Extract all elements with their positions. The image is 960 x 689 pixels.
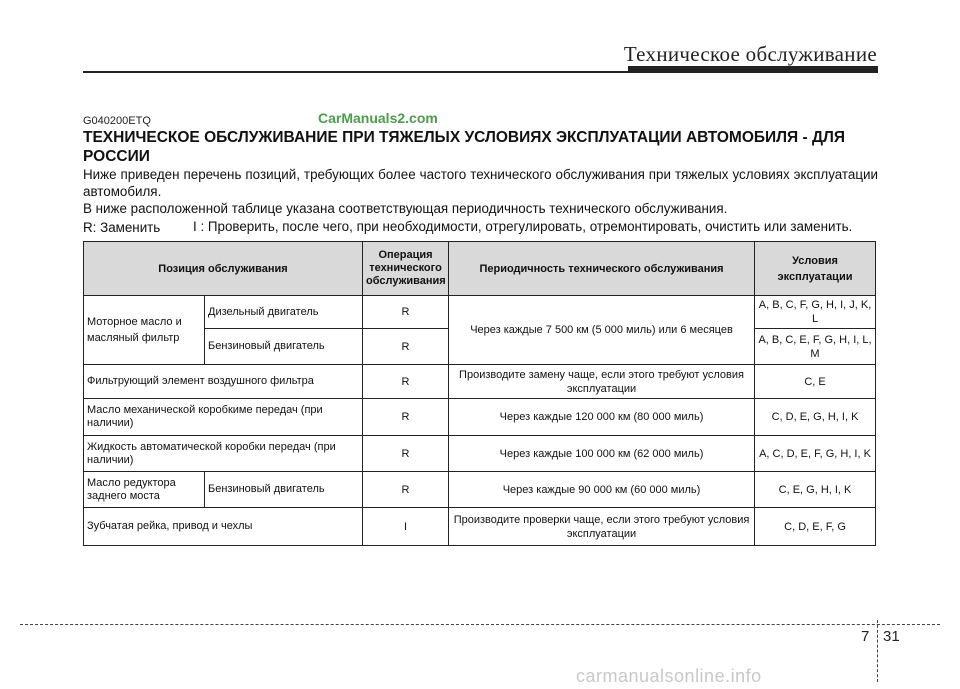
page-heading: ТЕХНИЧЕСКОЕ ОБСЛУЖИВАНИЕ ПРИ ТЯЖЕЛЫХ УСЛОВИЯХ ЭКСПЛУАТАЦИИ АВТОМОБИЛЯ - ДЛЯ РОССИИ <box>83 129 846 165</box>
table-row <box>84 436 876 472</box>
table-row <box>84 399 876 436</box>
operation-code: R <box>363 365 449 399</box>
table-row <box>84 296 876 329</box>
intro-paragraph: Ниже приведен перечень позиций, требующих более частого технического обслуживания при тяжелых условиях эксплуатации автомобиля. <box>83 167 878 199</box>
legend-replace: R: Заменить <box>83 220 161 235</box>
footer-divider <box>20 624 940 625</box>
operation-code: R <box>363 399 449 436</box>
conditions-text: C, D, E, G, H, I, K <box>755 399 876 436</box>
item-label: Зубчатая рейка, привод и чехлы <box>84 508 363 546</box>
legend-inspect: I : Проверить, после чего, при необходимости, отрегулировать, отремонтировать, очистить или заменить. <box>193 219 853 234</box>
conditions-text: A, B, C, F, G, H, I, J, K, L <box>755 296 876 329</box>
watermark-top[interactable]: CarManuals2.com <box>318 110 438 126</box>
period-text: Через каждые 90 000 км (60 000 миль) <box>449 472 755 508</box>
item-label: Фильтрующий элемент воздушного фильтра <box>84 365 363 399</box>
operation-code: R <box>363 472 449 508</box>
conditions-text: C, E <box>755 365 876 399</box>
operation-code: R <box>363 436 449 472</box>
chapter-number: 7 <box>861 628 870 645</box>
table-header-row <box>84 242 876 296</box>
table-row <box>84 508 876 546</box>
page-number: 31 <box>883 628 900 645</box>
period-text: Через каждые 100 000 км (62 000 миль) <box>449 436 755 472</box>
operation-code: R <box>363 329 449 365</box>
header-position: Позиция обслуживания <box>84 242 363 296</box>
header-rule <box>83 71 628 73</box>
engine-type-label: Бензиновый двигатель <box>205 472 363 508</box>
engine-type-label: Дизельный двигатель <box>205 296 363 329</box>
footer-page-divider <box>877 620 878 682</box>
table-row <box>84 472 876 508</box>
maintenance-table <box>83 241 876 546</box>
conditions-text: C, E, G, H, I, K <box>755 472 876 508</box>
doc-code: G040200ETQ <box>83 115 151 127</box>
header-conditions: Условия эксплуатации <box>755 242 876 296</box>
header-operation: Операция технического обслуживания <box>363 242 449 296</box>
conditions-text: A, C, D, E, F, G, H, I, K <box>755 436 876 472</box>
period-text: Через каждые 120 000 км (80 000 миль) <box>449 399 755 436</box>
conditions-text: C, D, E, F, G <box>755 508 876 546</box>
header-period: Периодичность технического обслуживания <box>449 242 755 296</box>
period-text: Через каждые 7 500 км (5 000 миль) или 6 месяцев <box>449 296 755 365</box>
table-row <box>84 365 876 399</box>
item-label: Масло механической коробкиме передач (при наличии) <box>84 399 363 436</box>
header-rule-accent <box>628 66 878 73</box>
watermark-bottom[interactable]: carmanualsonline.info <box>576 666 762 686</box>
period-text: Производите замену чаще, если этого требуют условия эксплуатации <box>449 365 755 399</box>
operation-code: I <box>363 508 449 546</box>
operation-code: R <box>363 296 449 329</box>
table-note-paragraph: В ниже расположенной таблице указана соответствующая периодичность технического обслуживания. <box>83 201 728 216</box>
section-title: Техническое обслуживание <box>623 42 877 66</box>
conditions-text: A, B, C, E, F, G, H, I, L, M <box>755 329 876 365</box>
engine-type-label: Бензиновый двигатель <box>205 329 363 365</box>
item-label: Масло редуктора заднего моста <box>84 472 205 508</box>
period-text: Производите проверки чаще, если этого требуют условия эксплуатации <box>449 508 755 546</box>
item-label: Моторное масло и масляный фильтр <box>84 296 205 365</box>
item-label: Жидкость автоматической коробки передач (при наличии) <box>84 436 363 472</box>
